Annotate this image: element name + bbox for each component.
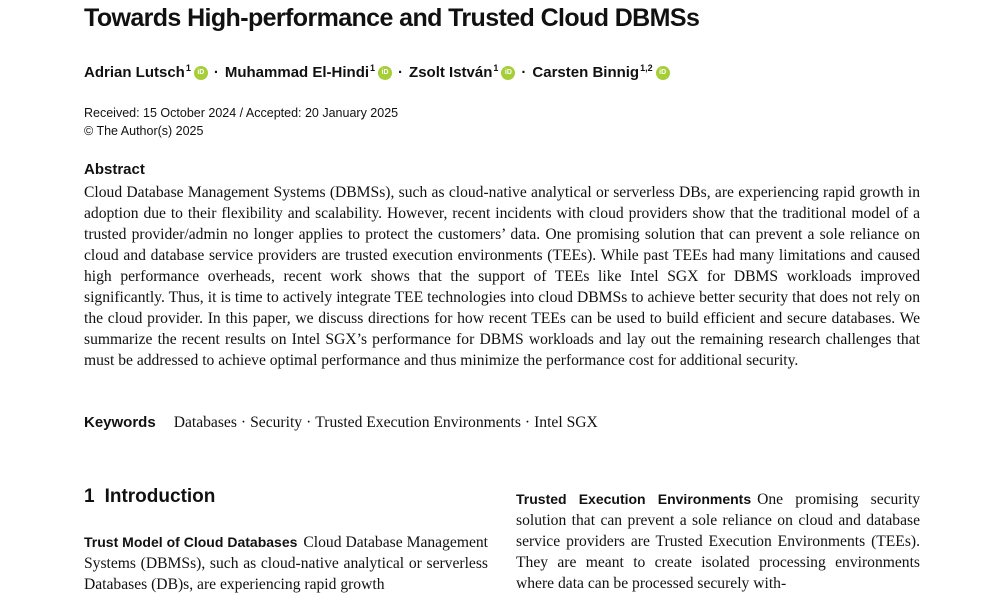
copyright-notice: © The Author(s) 2025 (84, 124, 204, 138)
orcid-icon[interactable]: iD (501, 66, 515, 80)
keyword: Intel SGX (534, 414, 598, 431)
paragraph-heading: Trusted Execution Environments (516, 491, 752, 507)
keyword: Security (250, 414, 303, 431)
right-column-paragraph (516, 489, 920, 594)
paragraph-text: One promising security solution that can prevent a sole reliance on cloud and database service providers are Trusted Execution Environments (TEEs). They are meant to create isolated processing environments where data can be processed securely with- (516, 491, 920, 593)
keywords-label: Keywords (84, 414, 156, 431)
orcid-icon[interactable]: iD (656, 66, 670, 80)
section-title: Introduction (104, 486, 216, 507)
abstract-text: Cloud Database Management Systems (DBMSs), such as cloud-native analytical or serverless DBs, are experiencing rapid growth in adoption due to their flexibility and scalability. However, recent incidents with cloud providers show that the traditional model of a trusted provider/admin no longer applies to protect the customers’ data. One promising solution that can prevent a sole reliance on cloud and database service providers are trusted execution environments (TEEs). While past TEEs had many limitations and caused high performance overheads, recent work shows that the support of TEEs like Intel SGX for DBMS workloads improved significantly. Thus, it is time to actively integrate TEE technologies into cloud DBMSs to achieve better security that does not rely on the cloud provider. In this paper, we discuss directions for how recent TEEs can be used to build efficient and secure databases. We summarize the recent results on Intel SGX’s performance for DBMS workloads and lay out the remaining research challenges that must be addressed to achieve optimal performance and thus minimize the performance cost for additional security. (84, 184, 920, 370)
section-heading (84, 486, 215, 508)
author-name: Carsten Binnig (532, 64, 640, 81)
author-1 (84, 64, 212, 81)
author-affiliation: 1 (185, 62, 191, 73)
author-affiliation: 1 (370, 62, 376, 73)
keywords (84, 414, 598, 432)
paragraph-text: Cloud Database Management Systems (DBMSs), such as cloud-native analytical or serverless Databases (DB)s, are experiencing rapid growth (84, 534, 489, 594)
publication-dates (84, 104, 398, 140)
section-number: 1 (84, 486, 95, 507)
author-name: Muhammad El-Hindi (224, 64, 370, 81)
author-list (84, 64, 674, 81)
author-name: Zsolt István (409, 64, 493, 81)
author-separator: · (398, 64, 404, 81)
abstract-heading: Abstract (84, 161, 145, 178)
author-name: Adrian Lutsch (84, 64, 185, 81)
paper-title: Towards High-performance and Trusted Cloud DBMSs (84, 4, 700, 32)
paragraph-heading: Trust Model of Cloud Databases (84, 534, 298, 550)
author-affiliation: 1 (493, 62, 499, 73)
keyword-separator: · (240, 414, 247, 431)
keyword-separator: · (524, 414, 531, 431)
orcid-icon[interactable]: iD (378, 66, 392, 80)
author-2 (225, 64, 396, 81)
author-affiliation: 1,2 (640, 62, 653, 73)
keyword-separator: · (306, 414, 312, 431)
keyword: Trusted Execution Environments (315, 414, 521, 431)
author-separator: · (213, 64, 219, 81)
author-4 (532, 64, 673, 81)
author-separator: · (521, 64, 527, 81)
keyword: Databases (173, 414, 237, 431)
received-accepted-dates: Received: 15 October 2024 / Accepted: 20 January 2025 (84, 106, 399, 120)
orcid-icon[interactable]: iD (194, 66, 208, 80)
author-3 (409, 64, 519, 81)
left-column-paragraph (84, 532, 488, 595)
keywords-list (174, 414, 598, 431)
